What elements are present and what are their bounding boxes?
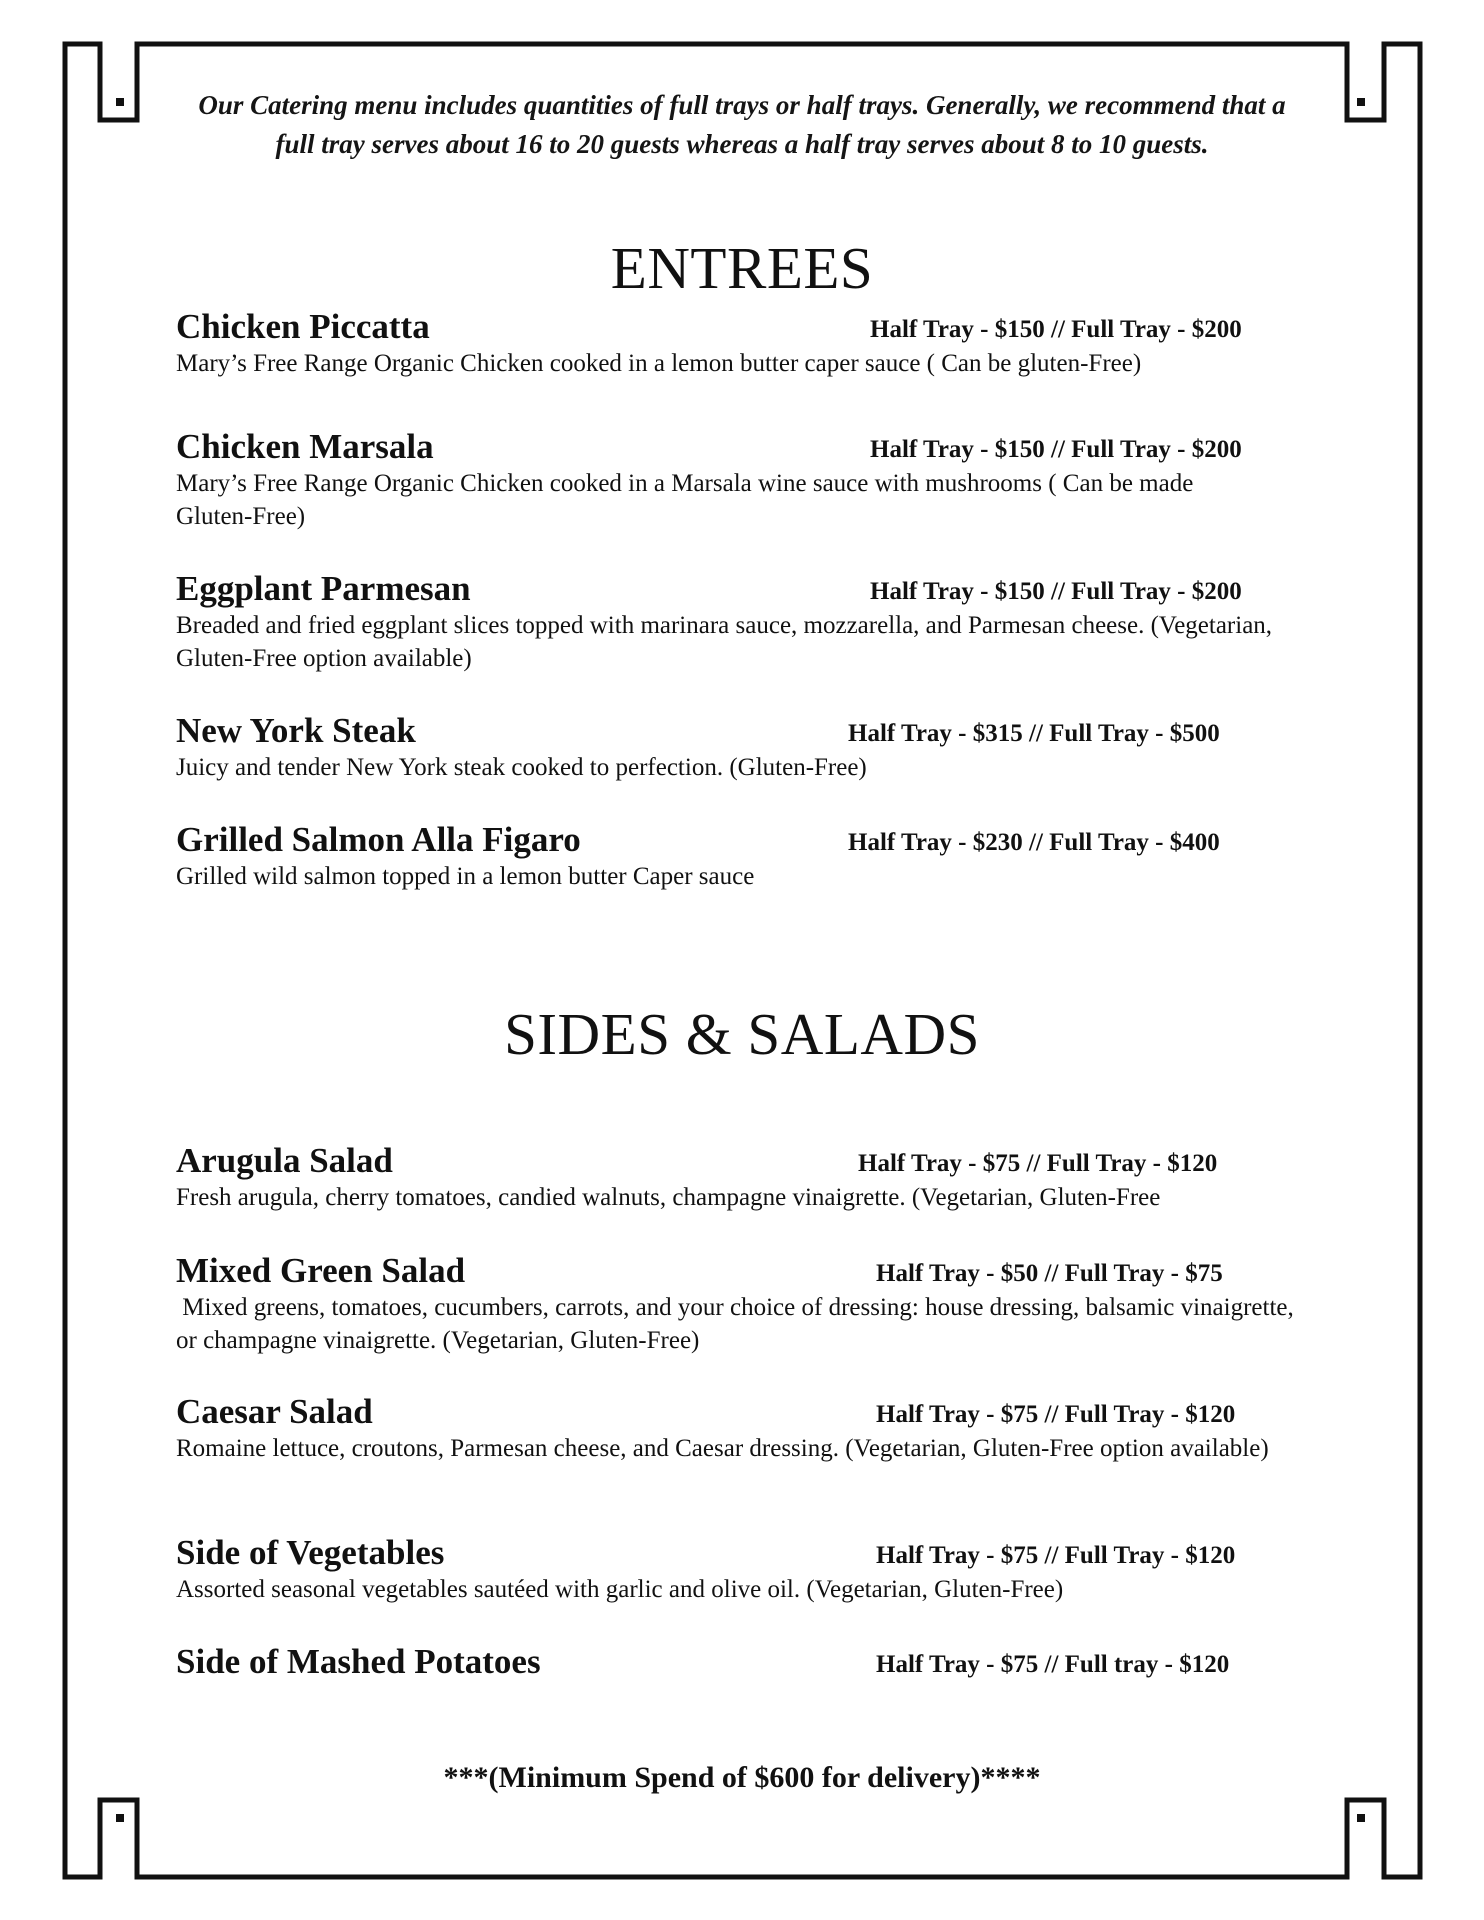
section-title-sides-salads: SIDES & SALADS (504, 1001, 980, 1067)
intro-text: Our Catering menu includes quantities of full trays or half trays. Generally, we recommend that a full tray serves about 16 to 20 guests whereas a half tray serves about 8 to 10 guests. (198, 90, 1286, 159)
menu-item (176, 1392, 1316, 1465)
menu-item (176, 1533, 1316, 1606)
item-description: Mary’s Free Range Organic Chicken cooked in a lemon butter caper sauce ( Can be gluten-Free) (176, 350, 1142, 377)
item-price: Half Tray - $230 // Full Tray - $400 (848, 829, 1220, 856)
item-name: Chicken Marsala (176, 427, 434, 466)
item-price: Half Tray - $75 // Full Tray - $120 (876, 1542, 1236, 1569)
item-name: New York Steak (176, 711, 416, 750)
item-price: Half Tray - $150 // Full Tray - $200 (870, 436, 1242, 463)
menu-item (176, 1251, 1316, 1357)
item-description: Assorted seasonal vegetables sautéed with garlic and olive oil. (Vegetarian, Gluten-Free) (176, 1576, 1064, 1603)
menu-item (176, 1642, 1316, 1682)
menu-item (176, 569, 1316, 675)
menu-item (176, 820, 1316, 893)
item-price: Half Tray - $150 // Full Tray - $200 (870, 316, 1242, 343)
item-description: Mixed greens, tomatoes, cucumbers, carrots, and your choice of dressing: house dressing, balsamic vinaigrette, or champagne vinaigrette. (Vegetarian, Gluten-Free) (176, 1294, 1300, 1354)
item-name: Chicken Piccatta (176, 307, 430, 346)
menu-item (176, 307, 1316, 380)
item-description: Mary’s Free Range Organic Chicken cooked in a Marsala wine sauce with mushrooms ( Can be made Gluten-Free) (176, 470, 1194, 530)
menu-item (176, 1141, 1316, 1214)
item-price: Half Tray - $75 // Full Tray - $120 (876, 1401, 1236, 1428)
item-name: Grilled Salmon Alla Figaro (176, 820, 581, 859)
item-price: Half Tray - $75 // Full Tray - $120 (858, 1150, 1218, 1177)
item-price: Half Tray - $75 // Full tray - $120 (876, 1651, 1230, 1678)
menu-item (176, 711, 1316, 784)
item-price: Half Tray - $50 // Full Tray - $75 (876, 1260, 1223, 1287)
item-price: Half Tray - $150 // Full Tray - $200 (870, 578, 1242, 605)
item-description: Juicy and tender New York steak cooked to perfection. (Gluten-Free) (176, 754, 867, 781)
menu-item (176, 427, 1316, 533)
minimum-spend-note: ***(Minimum Spend of $600 for delivery)**** (443, 1761, 1041, 1794)
item-price: Half Tray - $315 // Full Tray - $500 (848, 720, 1220, 747)
item-name: Side of Vegetables (176, 1533, 445, 1572)
item-name: Arugula Salad (176, 1141, 393, 1180)
section-title-entrees: ENTREES (610, 235, 874, 301)
item-name: Eggplant Parmesan (176, 569, 471, 608)
item-name: Caesar Salad (176, 1392, 373, 1431)
item-name: Side of Mashed Potatoes (176, 1642, 541, 1681)
item-description: Breaded and fried eggplant slices topped with marinara sauce, mozzarella, and Parmesan cheese. (Vegetarian, Gluten-Free option available) (176, 612, 1273, 672)
item-description: Fresh arugula, cherry tomatoes, candied walnuts, champagne vinaigrette. (Vegetarian, Gluten-Free (176, 1184, 1161, 1211)
item-name: Mixed Green Salad (176, 1251, 466, 1290)
item-description: Grilled wild salmon topped in a lemon butter Caper sauce (176, 863, 755, 890)
item-description: Romaine lettuce, croutons, Parmesan cheese, and Caesar dressing. (Vegetarian, Gluten-Free option available) (176, 1435, 1269, 1462)
